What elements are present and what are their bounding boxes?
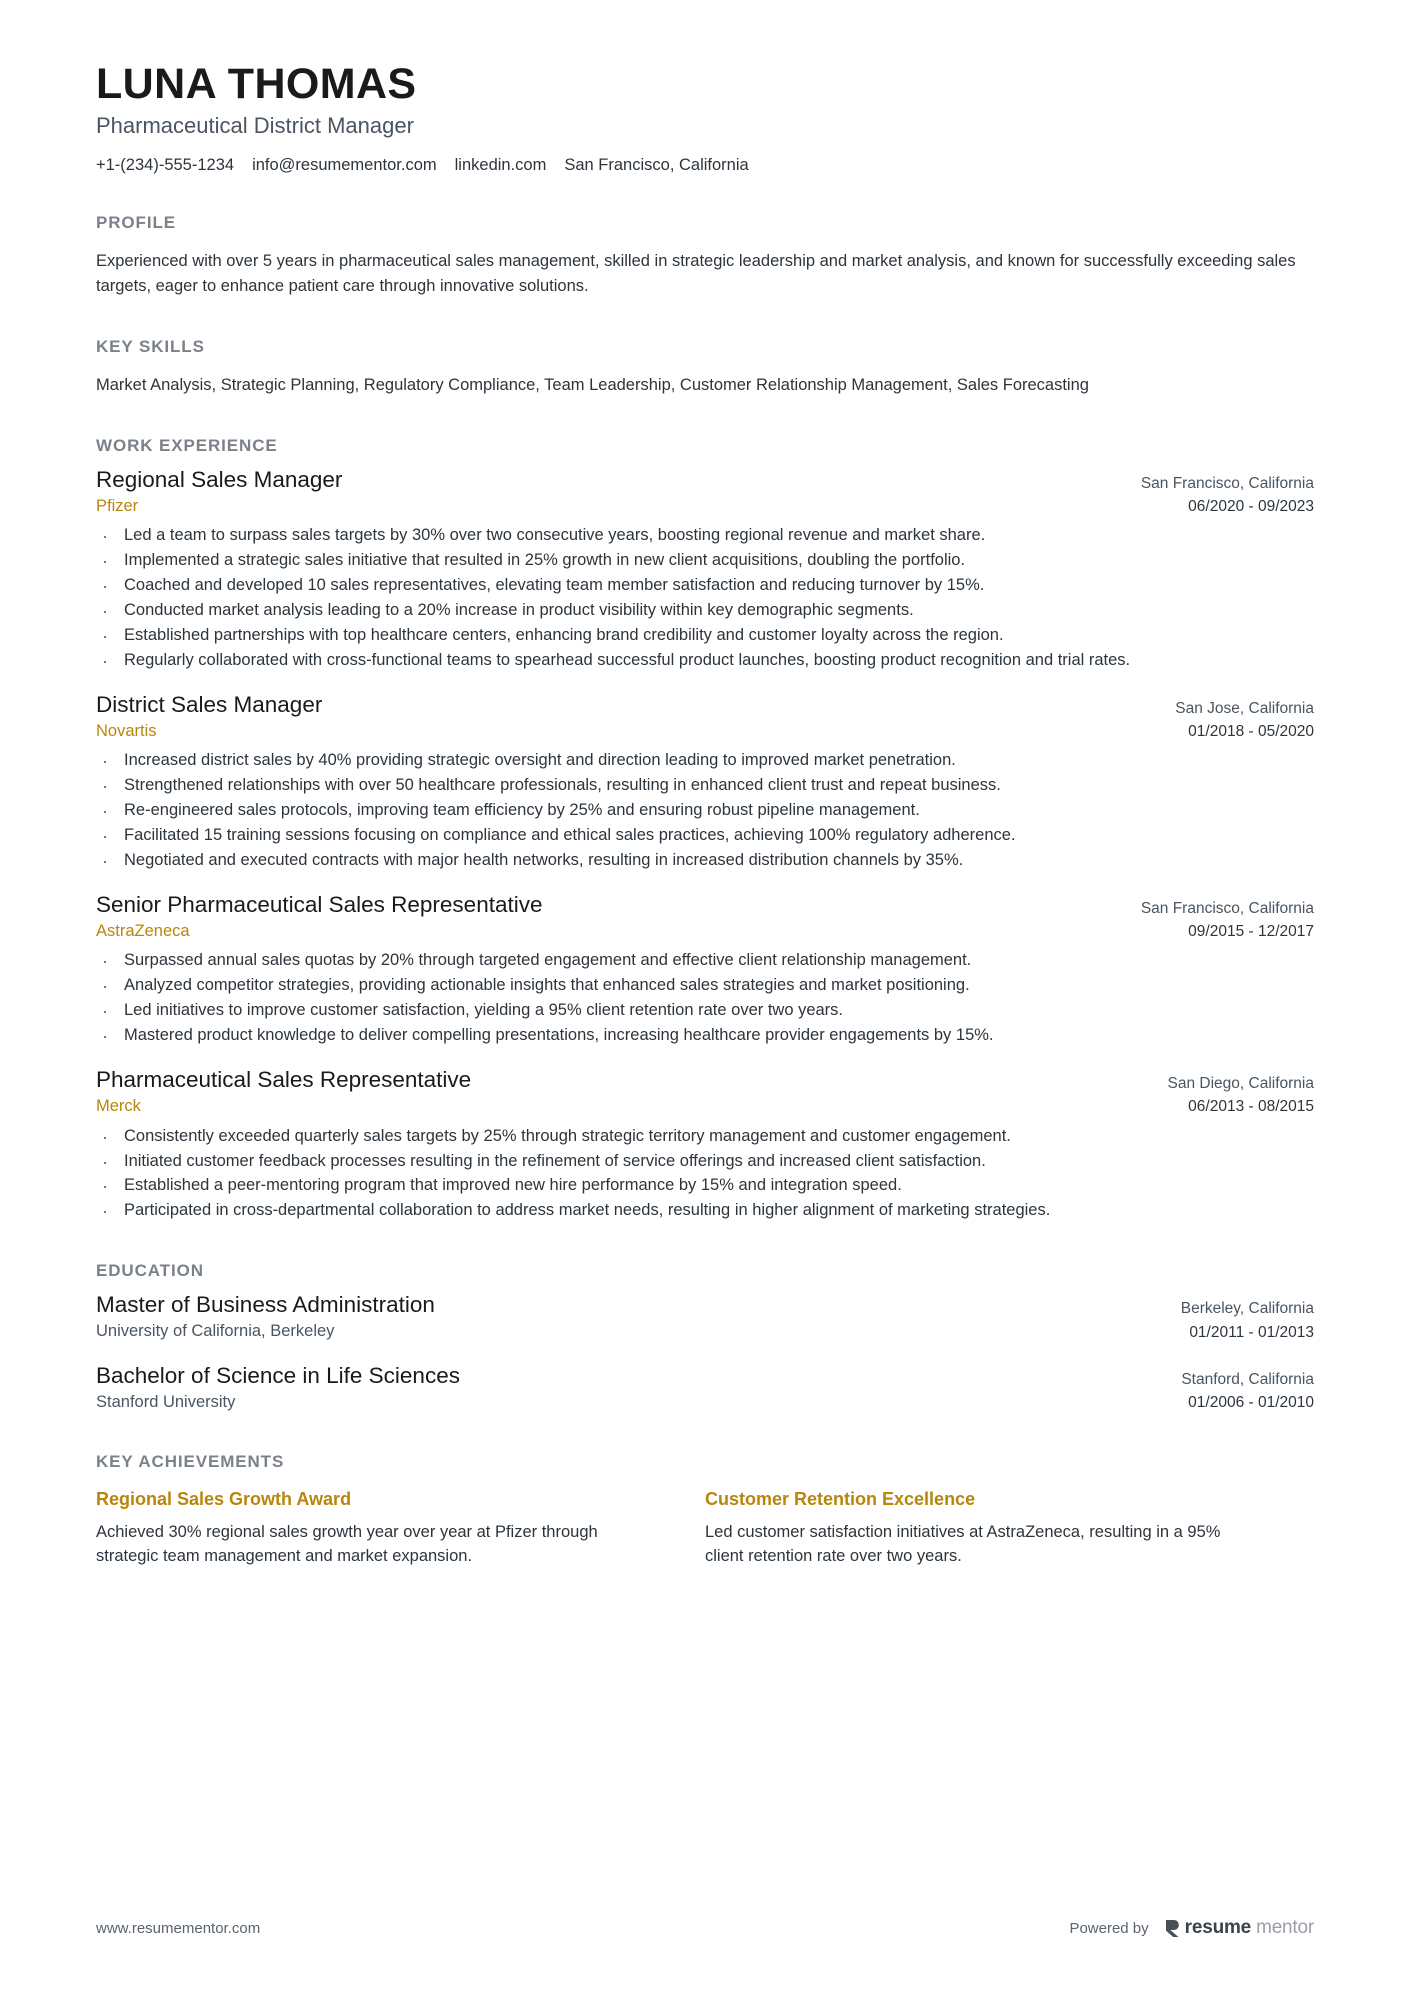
experience-entry	[96, 466, 1314, 673]
profile-text: Experienced with over 5 years in pharmaceutical sales management, skilled in strategic leadership and market analysis, and known for successfully exceeding sales targets, eager to enhance patient care through innovative solutions.	[96, 251, 1296, 295]
experience-bullet: · Initiated customer feedback processes resulting in the refinement of service offerings and increased client satisfaction.	[96, 1150, 1314, 1174]
candidate-headline: Pharmaceutical District Manager	[96, 113, 414, 139]
experience-bullet: · Participated in cross-departmental collaboration to address market needs, resulting in higher alignment of marketing strategies.	[96, 1199, 1314, 1223]
experience-entry-head	[96, 691, 1314, 744]
key-achievements-section	[96, 1452, 1314, 1569]
education-location: Stanford, California	[1181, 1370, 1314, 1388]
experience-dates: 01/2018 - 05/2020	[1188, 723, 1314, 741]
contact-row	[96, 156, 1314, 175]
key-achievements-section-title: KEY ACHIEVEMENTS	[96, 1452, 285, 1472]
experience-bullet: · Consistently exceeded quarterly sales targets by 25% through strategic territory management and customer engagement.	[96, 1125, 1314, 1149]
achievement-title: Customer Retention Excellence	[705, 1489, 976, 1510]
education-dates: 01/2006 - 01/2010	[1188, 1394, 1314, 1412]
profile-section	[96, 213, 1314, 299]
experience-bullet: · Established partnerships with top healthcare centers, enhancing brand credibility and customer loyalty across the region.	[96, 624, 1314, 648]
experience-entry-head	[96, 466, 1314, 519]
education-section-title: EDUCATION	[96, 1261, 204, 1281]
key-skills-section-title: KEY SKILLS	[96, 336, 205, 356]
contact-linkedin[interactable]: linkedin.com	[454, 155, 547, 174]
work-experience-section-title: WORK EXPERIENCE	[96, 435, 278, 455]
experience-company: Pfizer	[96, 496, 139, 515]
experience-entry-right	[1141, 891, 1314, 944]
education-entry-left	[96, 1291, 1181, 1343]
experience-dates: 09/2015 - 12/2017	[1188, 923, 1314, 941]
experience-bullets	[96, 1125, 1314, 1224]
experience-dates: 06/2013 - 08/2015	[1188, 1098, 1314, 1116]
experience-entry-left	[96, 691, 1175, 743]
profile-section-title: PROFILE	[96, 212, 176, 232]
experience-role: District Sales Manager	[96, 691, 323, 717]
contact-email[interactable]: info@resumementor.com	[252, 155, 437, 174]
experience-bullet: · Led initiatives to improve customer satisfaction, yielding a 95% client retention rate over two years.	[96, 999, 1314, 1023]
experience-company: Merck	[96, 1097, 141, 1116]
education-entry	[96, 1362, 1314, 1415]
experience-bullet: · Established a peer-mentoring program that improved new hire performance by 15% and integration speed.	[96, 1174, 1314, 1198]
education-dates: 01/2011 - 01/2013	[1189, 1323, 1314, 1341]
experience-entry	[96, 1066, 1314, 1223]
experience-location: San Francisco, California	[1140, 899, 1314, 917]
key-achievements-grid	[96, 1488, 1314, 1569]
experience-location: San Jose, California	[1175, 699, 1314, 717]
education-location: Berkeley, California	[1180, 1300, 1314, 1318]
contact-location: San Francisco, California	[564, 155, 749, 174]
experience-bullets	[96, 524, 1314, 673]
experience-location: San Francisco, California	[1140, 474, 1314, 492]
education-school: University of California, Berkeley	[96, 1322, 335, 1341]
logo-word-mentor: mentor	[1256, 1917, 1314, 1938]
education-degree: Bachelor of Science in Life Sciences	[96, 1362, 460, 1388]
experience-bullet: · Facilitated 15 training sessions focusing on compliance and ethical sales practices, achieving 100% regulatory adherence.	[96, 824, 1314, 848]
experience-bullet: · Conducted market analysis leading to a 20% increase in product visibility within key demographic segments.	[96, 599, 1314, 623]
resumementor-logo	[1165, 1917, 1314, 1939]
resumementor-mark-icon	[1165, 1919, 1180, 1938]
footer-website[interactable]: www.resumementor.com	[96, 1919, 261, 1937]
experience-role: Senior Pharmaceutical Sales Representative	[96, 891, 543, 917]
achievement-text: Led customer satisfaction initiatives at AstraZeneca, resulting in a 95% client retention rate over two years.	[705, 1522, 1221, 1566]
experience-entry-right	[1168, 1066, 1314, 1119]
experience-entry-head	[96, 891, 1314, 944]
experience-bullet: · Analyzed competitor strategies, providing actionable insights that enhanced sales strategies and market positioning.	[96, 974, 1314, 998]
experience-bullet: · Coached and developed 10 sales representatives, elevating team member satisfaction and reducing turnover by 15%.	[96, 574, 1314, 598]
experience-bullet: · Surpassed annual sales quotas by 20% through targeted engagement and effective client relationship management.	[96, 949, 1314, 973]
key-skills-section	[96, 337, 1314, 398]
candidate-name: LUNA THOMAS	[96, 60, 417, 108]
experience-bullet: · Mastered product knowledge to deliver compelling presentations, increasing healthcare provider engagements by 15%.	[96, 1024, 1314, 1048]
experience-location: San Diego, California	[1167, 1075, 1314, 1093]
experience-entry-right	[1141, 466, 1314, 519]
footer-branding	[1069, 1917, 1314, 1939]
education-entry-right	[1181, 1362, 1314, 1415]
experience-entry	[96, 891, 1314, 1048]
experience-entry	[96, 691, 1314, 873]
page-footer	[96, 1917, 1314, 1939]
education-school: Stanford University	[96, 1392, 236, 1411]
education-entry-head	[96, 1291, 1314, 1344]
achievement-text: Achieved 30% regional sales growth year over year at Pfizer through strategic team management and market expansion.	[96, 1522, 598, 1566]
experience-entry-right	[1175, 691, 1314, 744]
experience-entry-left	[96, 466, 1141, 518]
logo-word-resume: resume	[1184, 1917, 1252, 1938]
experience-company: Novartis	[96, 721, 157, 740]
resume-header	[96, 62, 1314, 175]
experience-bullet: · Regularly collaborated with cross-functional teams to spearhead successful product launches, boosting product recognition and trial rates.	[96, 649, 1314, 673]
powered-by-label: Powered by	[1069, 1919, 1149, 1937]
education-degree: Master of Business Administration	[96, 1292, 435, 1318]
experience-company: AstraZeneca	[96, 922, 190, 941]
experience-bullet: · Negotiated and executed contracts with major health networks, resulting in increased distribution channels by 35%.	[96, 849, 1314, 873]
experience-bullet: · Increased district sales by 40% providing strategic oversight and direction leading to improved market penetration.	[96, 749, 1314, 773]
education-entry-left	[96, 1362, 1181, 1414]
key-skills-text: Market Analysis, Strategic Planning, Regulatory Compliance, Team Leadership, Customer Relationship Management, Sales Forecasting	[96, 375, 1089, 394]
experience-bullet: · Implemented a strategic sales initiative that resulted in 25% growth in new client acquisitions, doubling the portfolio.	[96, 549, 1314, 573]
experience-entry-left	[96, 1066, 1168, 1118]
experience-bullets	[96, 749, 1314, 873]
education-entry-right	[1181, 1291, 1314, 1344]
experience-bullets	[96, 949, 1314, 1048]
achievement-item	[705, 1488, 1314, 1569]
experience-role: Pharmaceutical Sales Representative	[96, 1067, 472, 1093]
experience-bullet: · Re-engineered sales protocols, improving team efficiency by 25% and ensuring robust pipeline management.	[96, 799, 1314, 823]
experience-bullet: · Strengthened relationships with over 50 healthcare professionals, resulting in enhanced client trust and repeat business.	[96, 774, 1314, 798]
education-section	[96, 1261, 1314, 1414]
education-entry	[96, 1291, 1314, 1344]
experience-dates: 06/2020 - 09/2023	[1188, 498, 1314, 516]
experience-entry-head	[96, 1066, 1314, 1119]
achievement-item	[96, 1488, 705, 1569]
contact-phone: +1-(234)-555-1234	[96, 155, 235, 174]
education-entry-head	[96, 1362, 1314, 1415]
experience-entry-left	[96, 891, 1141, 943]
experience-bullet: · Led a team to surpass sales targets by 30% over two consecutive years, boosting regional revenue and market share.	[96, 524, 1314, 548]
work-experience-section	[96, 436, 1314, 1224]
achievement-title: Regional Sales Growth Award	[96, 1489, 352, 1510]
experience-role: Regional Sales Manager	[96, 466, 343, 492]
